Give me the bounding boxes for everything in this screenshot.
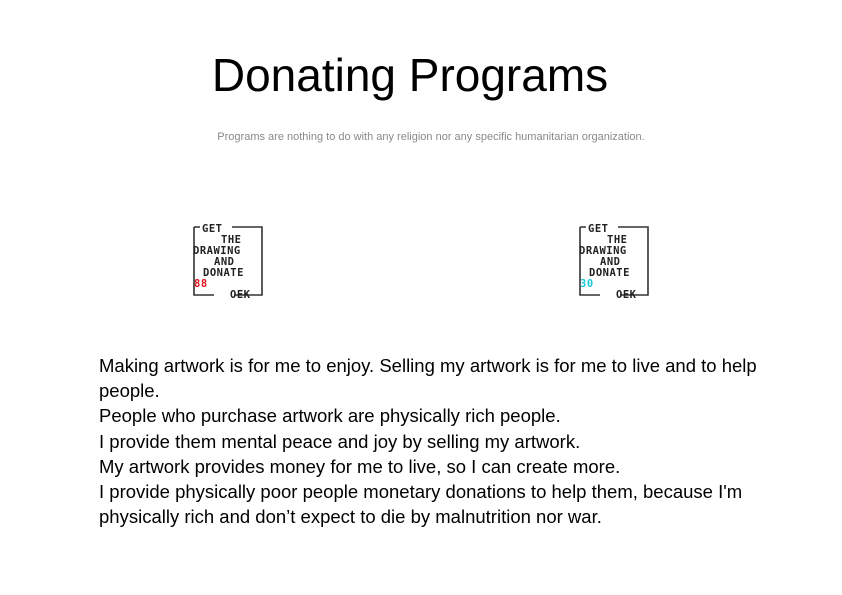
logo-line-get: GET xyxy=(588,223,609,235)
logo-number: 30 xyxy=(580,278,594,290)
logo-suffix: OEK xyxy=(230,289,251,299)
logo-line-the: THE xyxy=(221,234,242,246)
donation-logo-30 xyxy=(576,223,652,299)
paragraph: People who purchase artwork are physically rich people. xyxy=(99,405,561,427)
donation-logo-88 xyxy=(190,223,266,299)
logo-number: 88 xyxy=(194,278,208,290)
logo-line-donate: DONATE xyxy=(203,267,244,279)
page-subtitle: Programs are nothing to do with any religion nor any specific humanitarian organization. xyxy=(217,131,645,143)
paragraph: I provide them mental peace and joy by selling my artwork. xyxy=(99,430,581,452)
logo-line-and: AND xyxy=(600,256,621,268)
logo-line-donate: DONATE xyxy=(589,267,630,279)
body-text xyxy=(99,353,759,529)
paragraph: Making artwork is for me to enjoy. Selling my artwork is for me to live and to help people. xyxy=(99,355,757,402)
paragraph: I provide physically poor people monetary donations to help them, because I'm physically rich and don’t expect to die by malnutrition nor war. xyxy=(99,481,743,528)
logo-line-get: GET xyxy=(202,223,223,235)
logo-suffix: OEK xyxy=(616,289,637,299)
logo-line-drawing: DRAWING xyxy=(579,245,627,257)
paragraph: My artwork provides money for me to live, so I can create more. xyxy=(99,455,621,477)
logo-line-the: THE xyxy=(607,234,628,246)
page-title: Donating Programs xyxy=(211,49,609,101)
logo-line-drawing: DRAWING xyxy=(193,245,241,257)
logo-line-and: AND xyxy=(214,256,235,268)
